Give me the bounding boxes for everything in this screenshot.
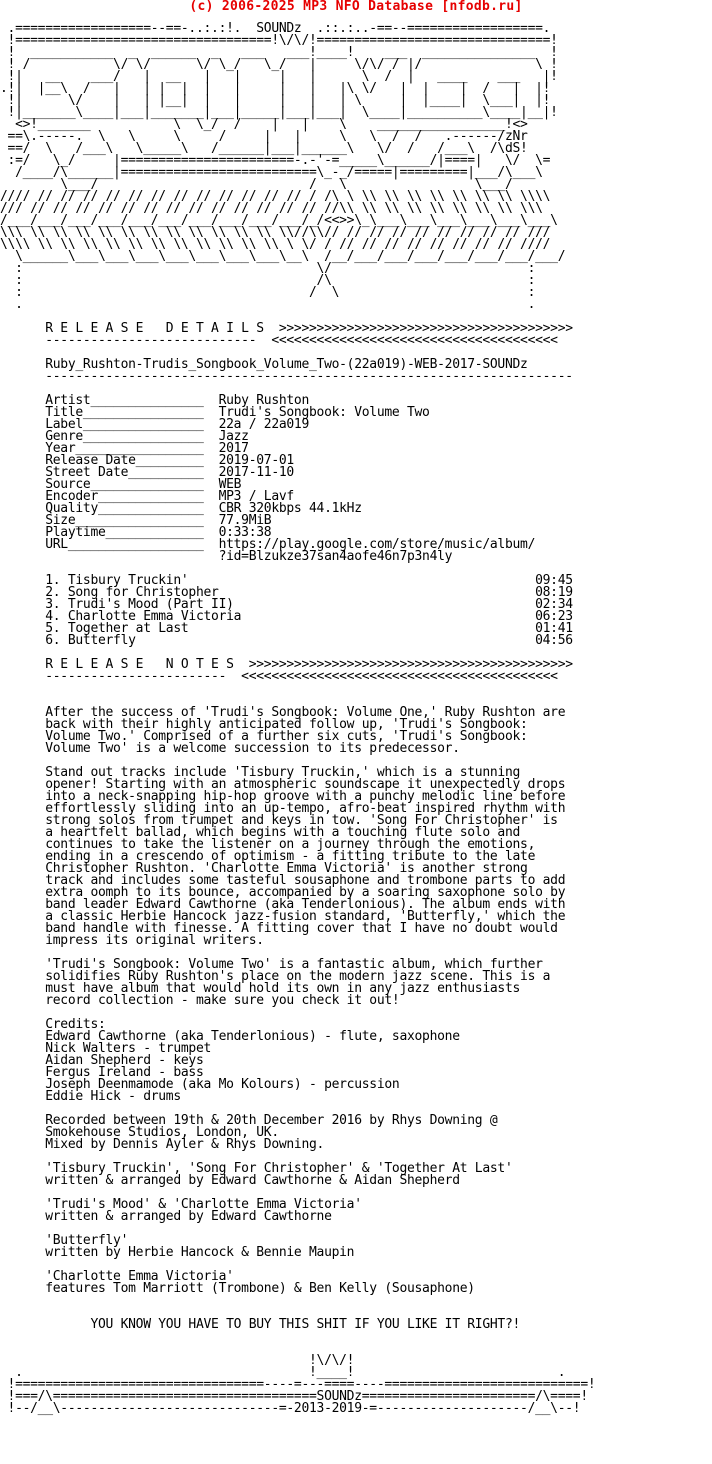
nfo-line: extra oomph to its bounce, accompanied by a soaring saxophone solo by [0, 885, 566, 900]
nfo-line: opener! Starting with an atmospheric soundscape it unexpectedly drops [0, 777, 566, 792]
nfo-line: YOU KNOW YOU HAVE TO BUY THIS SHIT IF YOU LIKE IT RIGHT?! [0, 1317, 521, 1332]
nfo-line: back with their highly anticipated follow up, 'Trudi's Songbook: [0, 717, 528, 732]
nfo-line: Credits: [0, 1017, 106, 1032]
nfo-line: !==================================!\/\/!===============================! [0, 33, 558, 48]
nfo-line: /___/___/___/___/___/___/___/___/___/___/_/<<>>\_\___\___\___\___\___\___\ [0, 213, 558, 228]
nfo-line: Size_________________ 77.9MiB [0, 513, 272, 528]
nfo-line: ! ___________ _ ______ _ ___ ___!____! ___ _______________ ! [0, 45, 558, 60]
nfo-line: Nick Walters - trumpet [0, 1041, 212, 1056]
nfo-line: Volume Two.' Comprised of a further six cuts, 'Trudi's Songbook: [0, 729, 528, 744]
nfo-line: :=/ \_/ |=======================-.-'-=_____\______/|====| \/ \= [0, 153, 551, 168]
nfo-line: !--/__\-----------------------------=-2013-2019-=--------------------/__\--! [0, 1401, 581, 1416]
nfo-line: Label________________ 22a / 22a019 [0, 417, 310, 432]
nfo-line: effortlessly sliding into an up-tempo, afro-beat inspired rhythm with [0, 801, 566, 816]
nfo-line: written by Herbie Hancock & Bennie Maupin [0, 1245, 355, 1260]
nfo-line: 'Charlotte Emma Victoria' [0, 1269, 234, 1284]
nfo-line: Christopher Rushton. 'Charlotte Emma Victoria' is another strong [0, 861, 528, 876]
nfo-line: record collection - make sure you check it out! [0, 993, 400, 1008]
nfo-line: After the success of 'Trudi's Songbook: Volume One,' Ruby Rushton are [0, 705, 566, 720]
nfo-line: Smokehouse Studios, London, UK. [0, 1125, 279, 1140]
nfo-line: ---------------------------------------------------------------------- [0, 369, 573, 384]
nfo-line: Fergus Ireland - bass [0, 1065, 204, 1080]
nfo-line: Eddie Hick - drums [0, 1089, 181, 1104]
nfo-line: !| __ ___/ | __ | | | | \ / | ____ ___ |! [0, 69, 558, 84]
nfo-line: 6. Butterfly 04:56 [0, 633, 573, 648]
nfo-line: !=================================----=---====----===========================! [0, 1377, 596, 1392]
nfo-line: 2. Song for Christopher 08:19 [0, 585, 573, 600]
nfo-line: R E L E A S E N O T E S >>>>>>>>>>>>>>>>>>>>>>>>>>>>>>>>>>>>>>>>>>> [0, 657, 573, 672]
nfo-line: Artist_______________ Ruby Rushton [0, 393, 310, 408]
nfo-line: Playtime_____________ 0:33:38 [0, 525, 272, 540]
nfo-line: continues to take the listener on a journey through the emotions, [0, 837, 536, 852]
nfo-line: into a neck-snapping hip-hop groove with a punchy melodic line before [0, 789, 566, 804]
nfo-line: \\\ \\ \\ \\ \\ \\ \\ \\ \\ \\ \\ \\ \\//\\// // // // // // // // // /// [0, 225, 551, 240]
nfo-line: Street Date__________ 2017-11-10 [0, 465, 294, 480]
nfo-line: .!| |__\ / | | | | | | | | |\ \/ | | | / | |! [0, 81, 551, 96]
nfo-line: Genre________________ Jazz [0, 429, 249, 444]
nfo-line: //// // // // // // // // // // // // // / /\ \ \\ \\ \\ \\ \\ \\ \\ \\\\ [0, 189, 551, 204]
nfo-line: Mixed by Dennis Ayler & Rhys Downing. [0, 1137, 325, 1152]
nfo-line: 'Trudi's Mood' & 'Charlotte Emma Victoria' [0, 1197, 362, 1212]
nfo-line: 4. Charlotte Emma Victoria 06:23 [0, 609, 573, 624]
nfo-line: \___/ / \ \___/ [0, 177, 513, 192]
nfo-line: \______\___\___\___\___\___\___\___\__\ /__/___/___/___/___/___/___/___/ [0, 249, 566, 264]
nfo-line: Year_________________ 2017 [0, 441, 249, 456]
nfo-line: 1. Tisbury Truckin' 09:45 [0, 573, 573, 588]
nfo-line: .==================--==-..:.:!. SOUNDz .::.:..-==--==================. [0, 21, 551, 36]
nfo-line: /____/\______|==========================\_-_/=====|=========|___/\___\ [0, 165, 543, 180]
nfo-line: band handle with finesse. A fitting cover that I have no doubt would [0, 921, 558, 936]
nfo-line: !\/\/! [0, 1353, 355, 1368]
nfo-line: <>!_______ \ \_/ / | | \ _________________!<> [0, 117, 528, 132]
nfo-line: Volume Two' is a welcome succession to its predecessor. [0, 741, 460, 756]
nfo-line: . !____! . [0, 1365, 566, 1380]
nfo-line: : /\ : [0, 273, 536, 288]
nfo-line: : \/ : [0, 261, 536, 276]
nfo-line: : / \ : [0, 285, 536, 300]
nfo-line: !|_______\____|___|_______|___|_____|___|___| \____|__________\____|__|! [0, 105, 558, 120]
nfo-line: strong solos from trumpet and keys in tow. 'Song For Christopher' is [0, 813, 558, 828]
nfo-line: . . [0, 297, 536, 312]
nfo-line: 'Butterfly' [0, 1233, 129, 1248]
nfo-line: 5. Together at Last 01:41 [0, 621, 573, 636]
nfo-line: Stand out tracks include 'Tisbury Truckin,' which is a stunning [0, 765, 521, 780]
nfo-line: 'Trudi's Songbook: Volume Two' is a fantastic album, which further [0, 957, 543, 972]
nfo-line: Quality______________ CBR 320kbps 44.1kHz [0, 501, 362, 516]
nfo-line: track and includes some tasteful sousaphone and trombone parts to add [0, 873, 566, 888]
nfo-line: Joseph Deenmamode (aka Mo Kolours) - percussion [0, 1077, 400, 1092]
nfo-line: ?id=Blzukze37san4aofe46n7p3n4ly [0, 549, 453, 564]
nfo-line: band leader Edward Cawthorne (aka Tenderlonious). The album ends with [0, 897, 566, 912]
nfo-line: impress its original writers. [0, 933, 264, 948]
nfo-line: features Tom Marriott (Trombone) & Ben Kelly (Sousaphone) [0, 1281, 475, 1296]
nfo-line: ==/ \ /___\ \_____\ /______|___|______\ \/ / /___\ /\dS! [0, 141, 528, 156]
nfo-line: Recorded between 19th & 20th December 2016 by Rhys Downing @ [0, 1113, 498, 1128]
nfo-document [0, 11, 595, 1415]
nfo-line: ending in a crescendo of optimism - a fitting tribute to the late [0, 849, 536, 864]
nfo-line: !| \/ | | |__| | | | | | \ | |____| \___| |! [0, 93, 551, 108]
nfo-line: Ruby_Rushton-Trudis_Songbook_Volume_Two-(22a019)-WEB-2017-SOUNDz [0, 357, 528, 372]
nfo-line: ==\.-----. \ \ \ / | | \ \ / / .------/zNr [0, 129, 528, 144]
nfo-line: ------------------------ <<<<<<<<<<<<<<<<<<<<<<<<<<<<<<<<<<<<<<<<<< [0, 669, 558, 684]
nfo-line: URL__________________ https://play.google.com/store/music/album/ [0, 537, 536, 552]
nfo-line: must have album that would hold its own in any jazz enthusiasts [0, 981, 521, 996]
nfo-line: 'Tisbury Truckin', 'Song For Christopher' & 'Together At Last' [0, 1161, 513, 1176]
nfo-line: a classic Herbie Hancock jazz-fusion standard, 'Butterfly,' which the [0, 909, 566, 924]
nfo-line: ---------------------------- <<<<<<<<<<<<<<<<<<<<<<<<<<<<<<<<<<<<<< [0, 333, 558, 348]
nfo-line: /// // // // // // // // // // // // // // //\\ \\ \\ \\ \\ \\ \\ \\ \\\ [0, 201, 543, 216]
nfo-line: ! / \/ \/ \/ \_/ \_/ | \/\/ / |/ \ ! [0, 57, 558, 72]
nfo-line: \\\\ \\ \\ \\ \\ \\ \\ \\ \\ \\ \\ \\ \ \/ / // // // // // // // // //// [0, 237, 551, 252]
nfo-line: !===/\===================================SOUNDz=======================/\====! [0, 1389, 588, 1404]
nfo-line: Title________________ Trudi's Songbook: Volume Two [0, 405, 430, 420]
nfo-line: Source_______________ WEB [0, 477, 242, 492]
nfo-line: Release Date_________ 2019-07-01 [0, 453, 294, 468]
nfo-line: solidifies Ruby Rushton's place on the modern jazz scene. This is a [0, 969, 551, 984]
nfo-line: a heartfelt ballad, which begins with a touching flute solo and [0, 825, 521, 840]
nfo-line: Encoder______________ MP3 / Lavf [0, 489, 294, 504]
nfo-line: written & arranged by Edward Cawthorne [0, 1209, 332, 1224]
nfo-line: Aidan Shepherd - keys [0, 1053, 204, 1068]
nfo-line: written & arranged by Edward Cawthorne & Aidan Shepherd [0, 1173, 460, 1188]
nfo-line: Edward Cawthorne (aka Tenderlonious) - flute, saxophone [0, 1029, 460, 1044]
nfo-line: 3. Trudi's Mood (Part II) 02:34 [0, 597, 573, 612]
nfo-line: R E L E A S E D E T A I L S >>>>>>>>>>>>>>>>>>>>>>>>>>>>>>>>>>>>>>> [0, 321, 573, 336]
site-header: (c) 2006-2025 MP3 NFO Database [nfodb.ru] [189, 0, 523, 14]
